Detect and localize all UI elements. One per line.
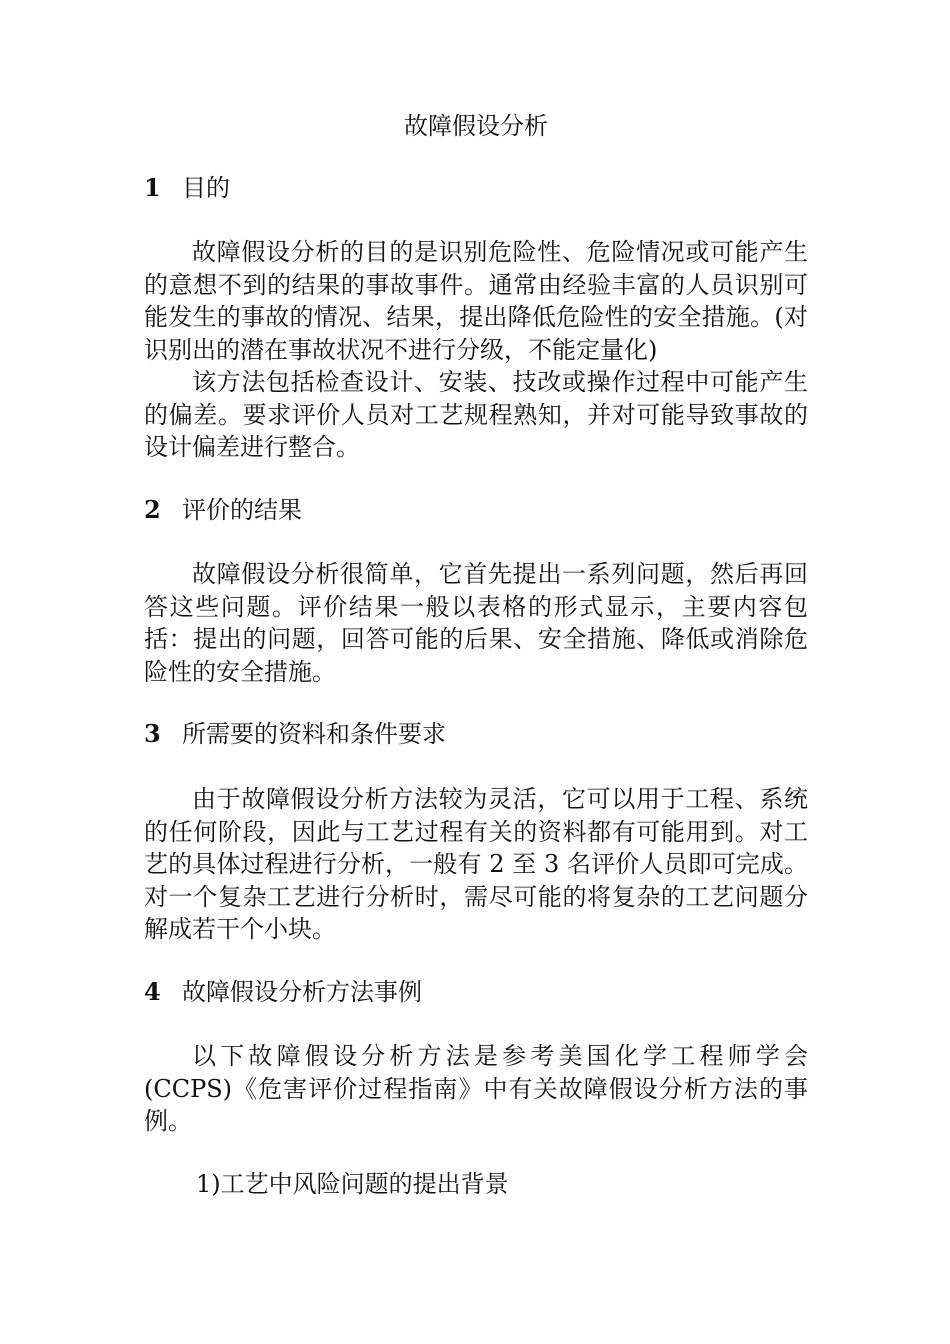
section-heading-3 bbox=[144, 718, 808, 750]
paragraph: 故障假设分析很简单，它首先提出一系列问题，然后再回答这些问题。评价结果一般以表格的形式显示，主要内容包括：提出的问题，回答可能的后果、安全措施、降低或消除危险性的安全措施。 bbox=[144, 560, 808, 686]
section-heading-1 bbox=[144, 172, 808, 204]
document-title: 故障假设分析 bbox=[404, 112, 548, 140]
section-title: 目的 bbox=[182, 174, 230, 202]
section-number: 4 bbox=[144, 977, 161, 1006]
sub-item: 1)工艺中风险问题的提出背景 bbox=[196, 1170, 509, 1198]
paragraph: 故障假设分析的目的是识别危险性、危险情况或可能产生的意想不到的结果的事故事件。通常由经验丰富的人员识别可能发生的事故的情况、结果，提出降低危险性的安全措施。(对识别出的潜在事故状况不进行分级，不能定量化) bbox=[144, 238, 808, 364]
section-title: 故障假设分析方法事例 bbox=[182, 978, 422, 1006]
section-title: 所需要的资料和条件要求 bbox=[182, 720, 446, 748]
section-heading-4 bbox=[144, 976, 808, 1008]
paragraph: 以下故障假设分析方法是参考美国化学工程师学会(CCPS)《危害评价过程指南》中有关故障假设分析方法的事例。 bbox=[144, 1042, 808, 1135]
section-number: 2 bbox=[144, 495, 161, 524]
section-heading-2 bbox=[144, 494, 808, 526]
paragraph: 该方法包括检查设计、安装、技改或操作过程中可能产生的偏差。要求评价人员对工艺规程熟知，并对可能导致事故的设计偏差进行整合。 bbox=[144, 368, 808, 461]
section-number: 3 bbox=[144, 719, 161, 748]
section-number: 1 bbox=[144, 173, 161, 202]
section-title: 评价的结果 bbox=[182, 496, 302, 524]
paragraph: 由于故障假设分析方法较为灵活，它可以用于工程、系统的任何阶段，因此与工艺过程有关的资料都有可能用到。对工艺的具体过程进行分析，一般有 2 至 3 名评价人员即可完成。对一个复杂工艺进行分析时，需尽可能的将复杂的工艺问题分解成若干个小块。 bbox=[144, 785, 808, 943]
